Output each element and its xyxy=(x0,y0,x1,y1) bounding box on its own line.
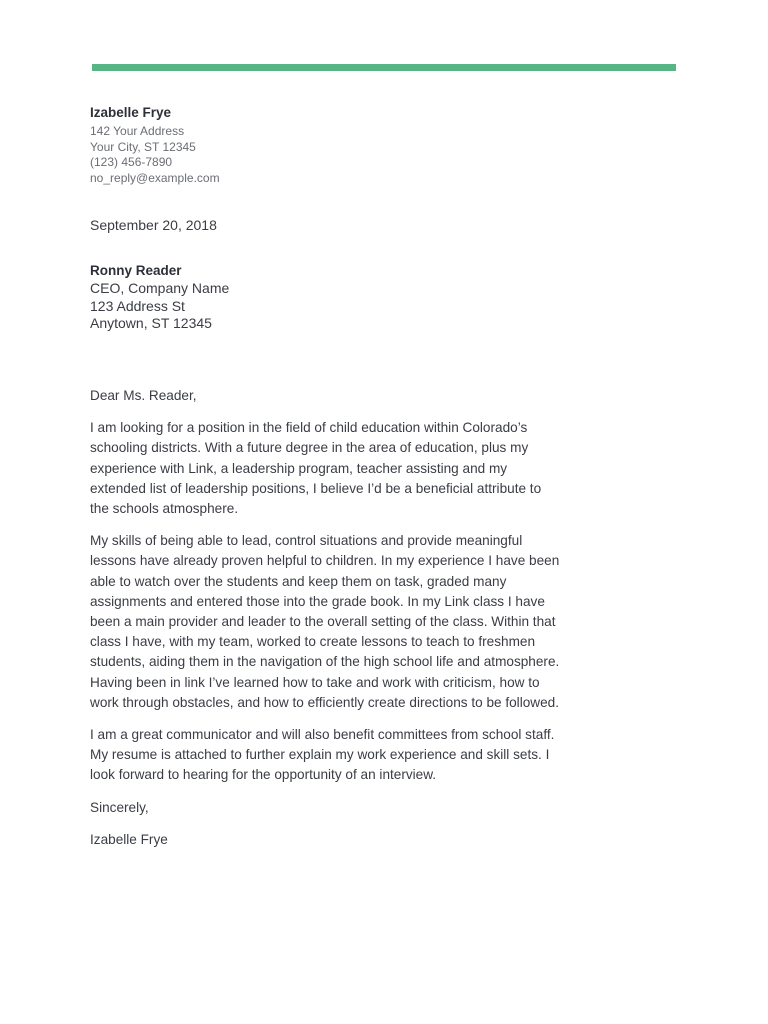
recipient-title: CEO, Company Name xyxy=(90,280,230,296)
sender-email: no_reply@example.com xyxy=(90,170,220,185)
signature: Izabelle Frye xyxy=(90,831,168,847)
recipient-city: Anytown, ST 12345 xyxy=(90,315,212,331)
letter-date: September 20, 2018 xyxy=(90,217,217,233)
sender-address: 142 Your Address xyxy=(90,124,185,138)
recipient-block xyxy=(90,263,390,333)
sender-phone: (123) 456-7890 xyxy=(90,155,173,169)
sender-block xyxy=(90,105,390,186)
recipient-address: 123 Address St xyxy=(90,297,185,314)
body-paragraph-3: I am a great communicator and will also benefit committees from school staff. My resume is attached to further explain my work experience and skill sets. I look forward to hearing for the opportunity of an interview. xyxy=(90,727,555,783)
body-paragraph-2: My skills of being able to lead, control situations and provide meaningful lessons have already proven helpful to children. In my experience I have been able to watch over the students and keep them on task, graded many assignments and entered those into the grade book. In my Link class I have been a main provider and leader to the overall setting of the class. Within that class I have, with my team, worked to create lessons to teach to freshmen students, aiding them in the navigation of the high school life and atmosphere. Having been in link I’ve learned how to take and work with criticism, how to work through obstacles, and how to efficiently create directions to be followed. xyxy=(90,533,560,710)
closing: Sincerely, xyxy=(90,799,149,815)
header-accent-rule xyxy=(92,64,676,71)
sender-name: Izabelle Frye xyxy=(90,105,172,120)
sender-city: Your City, ST 12345 xyxy=(90,139,196,154)
salutation: Dear Ms. Reader, xyxy=(90,388,197,403)
letter-body xyxy=(90,386,562,862)
recipient-name: Ronny Reader xyxy=(90,263,182,278)
body-paragraph-1: I am looking for a position in the field of child education within Colorado’s schooling districts. With a future degree in the area of education, plus my experience with Link, a leadership program, teacher assisting and my extended list of leadership positions, I believe I’d be a beneficial attribute to the schools atmosphere. xyxy=(90,420,542,517)
